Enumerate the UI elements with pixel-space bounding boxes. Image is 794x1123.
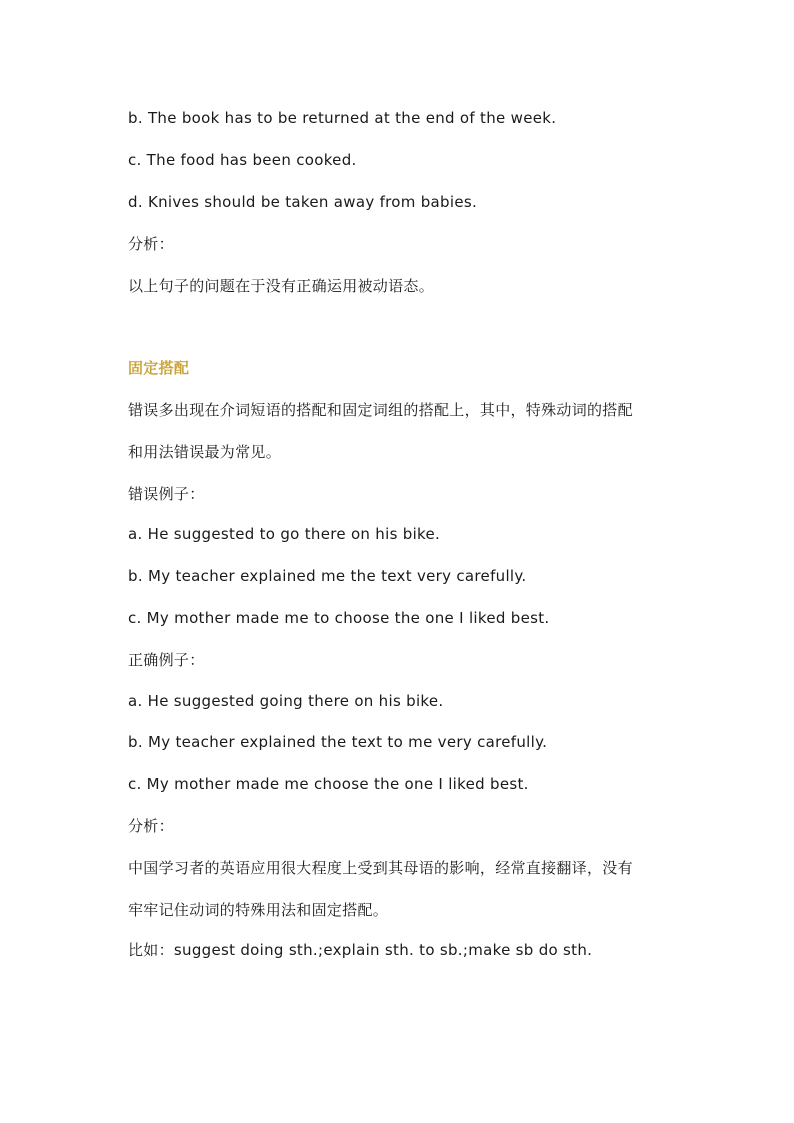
right-example-b: b. My teacher explained the text to me very carefully. [128, 733, 548, 751]
right-example-a: a. He suggested going there on his bike. [128, 692, 444, 710]
analysis-label-1: 分析： [128, 235, 174, 253]
right-example-c: c. My mother made me choose the one I liked best. [128, 775, 529, 793]
example-d-passive: d. Knives should be taken away from babies. [128, 193, 478, 211]
analysis-text-line-1: 中国学习者的英语应用很大程度上受到其母语的影响，经常直接翻译，没有 [128, 859, 633, 877]
right-examples-label: 正确例子： [128, 651, 205, 669]
wrong-example-b: b. My teacher explained me the text very carefully. [128, 567, 527, 585]
analysis-text-line-2: 牢牢记住动词的特殊用法和固定搭配。 [128, 901, 389, 919]
example-b-passive: b. The book has to be returned at the end of the week. [128, 109, 557, 127]
section-heading-fixed-collocation: 固定搭配 [128, 359, 190, 377]
wrong-example-a: a. He suggested to go there on his bike. [128, 525, 441, 543]
analysis-label-2: 分析： [128, 817, 174, 835]
collocation-examples: 比如：suggest doing sth.;explain sth. to sb.;make sb do sth. [128, 941, 593, 959]
wrong-examples-label: 错误例子： [128, 485, 205, 503]
analysis-text-1: 以上句子的问题在于没有正确运用被动语态。 [128, 277, 435, 295]
intro-line-1: 错误多出现在介词短语的搭配和固定词组的搭配上，其中，特殊动词的搭配 [128, 401, 633, 419]
intro-line-2: 和用法错误最为常见。 [128, 443, 282, 461]
example-c-passive: c. The food has been cooked. [128, 151, 357, 169]
wrong-example-c: c. My mother made me to choose the one I liked best. [128, 609, 550, 627]
